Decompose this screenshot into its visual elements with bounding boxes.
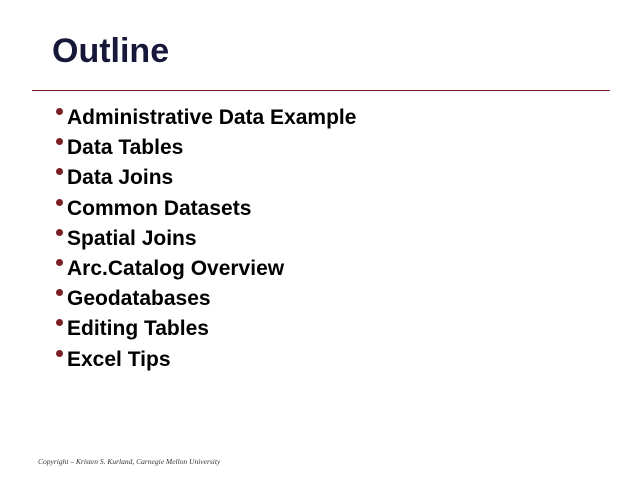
list-item	[56, 106, 356, 136]
copyright-footer: Copyright – Kristen S. Kurland, Carnegie Mellon University	[38, 457, 221, 466]
list-item	[56, 348, 356, 378]
title-divider	[32, 90, 610, 91]
bullet-icon	[56, 108, 63, 115]
bullet-icon	[56, 259, 63, 266]
bullet-text: Geodatabases	[67, 287, 211, 311]
list-item	[56, 257, 356, 287]
slide-title: Outline	[52, 32, 170, 70]
bullet-text: Administrative Data Example	[67, 106, 357, 129]
bullet-text: Excel Tips	[67, 347, 171, 371]
bullet-icon	[56, 199, 63, 206]
list-item	[56, 227, 356, 257]
bullet-text: Spatial Joins	[67, 226, 197, 250]
list-item	[56, 317, 356, 347]
bullet-icon	[56, 168, 63, 175]
bullet-text: Data Joins	[67, 166, 174, 190]
bullet-list	[56, 106, 356, 378]
bullet-text: Editing Tables	[67, 317, 209, 341]
bullet-icon	[56, 229, 63, 236]
bullet-icon	[56, 138, 63, 145]
list-item	[56, 136, 356, 166]
bullet-text: Data Tables	[67, 136, 184, 160]
bullet-icon	[56, 319, 63, 326]
bullet-icon	[56, 289, 63, 296]
list-item	[56, 287, 356, 317]
bullet-text: Arc.Catalog Overview	[67, 256, 285, 280]
bullet-text: Common Datasets	[67, 196, 252, 220]
bullet-icon	[56, 350, 63, 357]
list-item	[56, 166, 356, 196]
list-item	[56, 197, 356, 227]
